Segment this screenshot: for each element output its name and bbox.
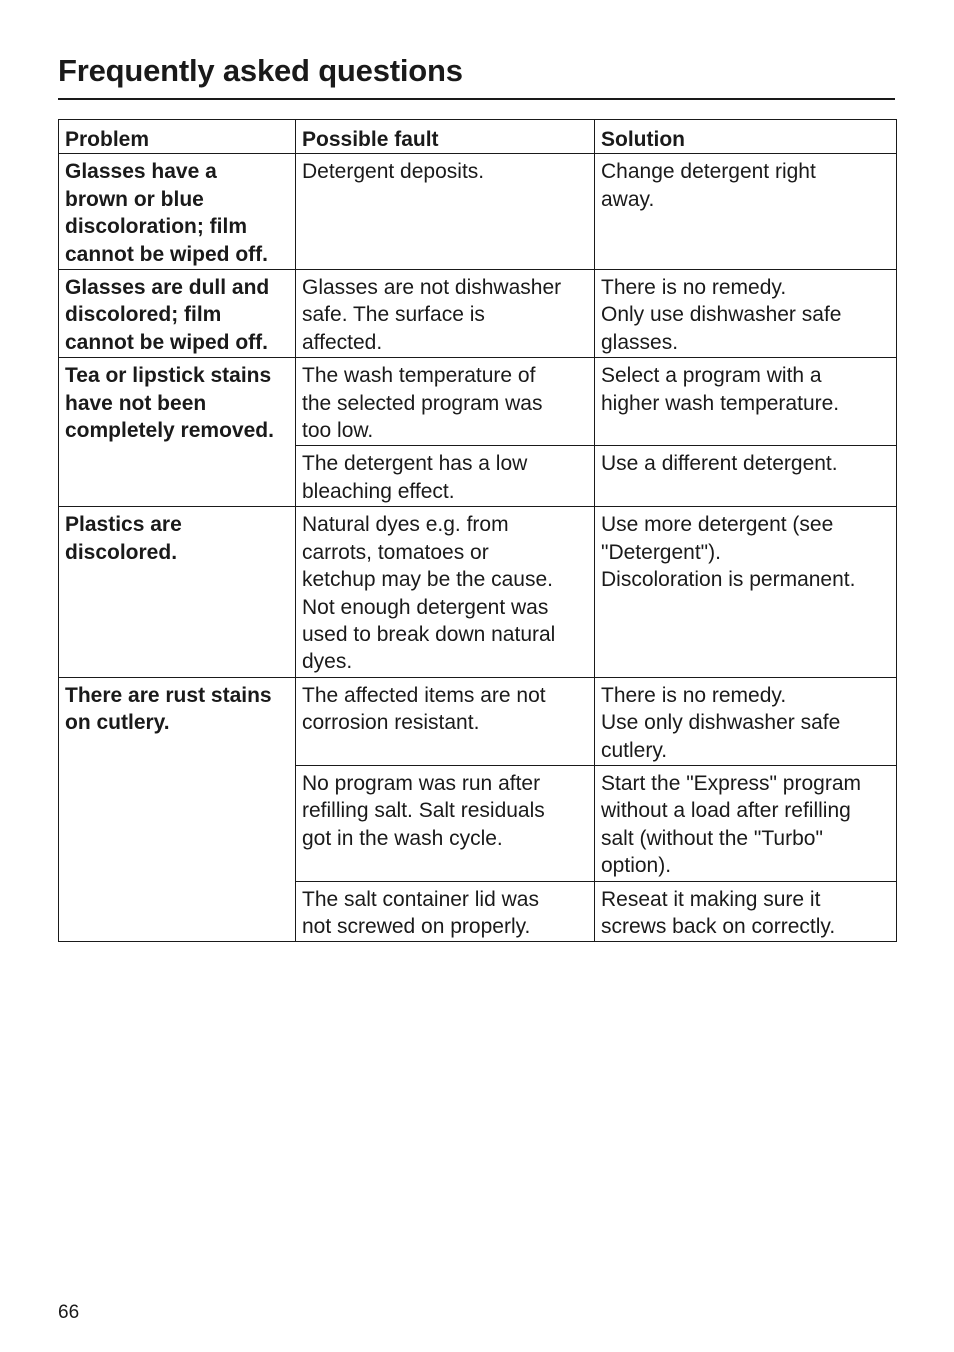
fault-text-line: carrots, tomatoes or <box>302 540 489 564</box>
fault-text-line: The salt container lid was <box>302 887 539 911</box>
solution-text-line: Use more detergent (see <box>601 513 834 537</box>
problem-text-line: brown or blue <box>65 187 204 211</box>
table-row <box>59 507 897 677</box>
problem-text-line: cannot be wiped off. <box>65 242 268 266</box>
title-divider <box>58 98 895 100</box>
problem-text-line: on cutlery. <box>65 711 170 735</box>
solution-text-line: There is no remedy. <box>601 683 787 707</box>
problem-cell <box>59 677 296 942</box>
fault-text-line: used to break down natural <box>302 622 556 646</box>
solution-text-line: without a load after refilling <box>601 799 851 823</box>
fault-text-line: bleaching effect. <box>302 479 455 503</box>
problem-cell <box>59 270 296 358</box>
faq-table <box>58 119 897 942</box>
problem-text-line: discolored; film <box>65 303 222 327</box>
solution-text-line: Use a different detergent. <box>601 452 838 476</box>
solution-cell <box>595 507 897 677</box>
solution-cell <box>595 154 897 270</box>
fault-cell <box>296 881 595 942</box>
fault-text-line: ketchup may be the cause. <box>302 568 553 592</box>
fault-text-line: The affected items are not <box>302 683 546 707</box>
fault-text-line: the selected program was <box>302 391 543 415</box>
table-row <box>59 358 897 446</box>
fault-text-line: too low. <box>302 419 374 443</box>
solution-text-line: option). <box>601 854 672 878</box>
problem-cell <box>59 358 296 507</box>
fault-cell <box>296 446 595 507</box>
fault-text-line: affected. <box>302 330 383 354</box>
problem-text-line: have not been <box>65 391 207 415</box>
fault-text-line: The wash temperature of <box>302 364 536 388</box>
solution-cell <box>595 677 897 765</box>
solution-cell <box>595 358 897 446</box>
problem-cell <box>59 507 296 677</box>
solution-cell <box>595 765 897 881</box>
fault-text-line: Not enough detergent was <box>302 595 549 619</box>
solution-text-line: Discoloration is permanent. <box>601 568 856 592</box>
page-number: 66 <box>58 1302 80 1323</box>
faq-table-header <box>59 120 897 154</box>
fault-text-line: No program was run after <box>302 771 541 795</box>
fault-cell <box>296 677 595 765</box>
solution-text-line: glasses. <box>601 330 679 354</box>
solution-text-line: Change detergent right <box>601 160 816 184</box>
problem-cell <box>59 154 296 270</box>
solution-cell <box>595 446 897 507</box>
solution-cell <box>595 881 897 942</box>
fault-text-line: refilling salt. Salt residuals <box>302 799 545 823</box>
solution-text-line: higher wash temperature. <box>601 391 840 415</box>
fault-text-line: corrosion resistant. <box>302 711 480 735</box>
fault-text-line: The detergent has a low <box>302 452 528 476</box>
solution-text-line: Only use dishwasher safe <box>601 303 842 327</box>
problem-text-line: Glasses have a <box>65 160 217 184</box>
fault-text-line: Detergent deposits. <box>302 160 485 184</box>
solution-text-line: screws back on correctly. <box>601 914 836 938</box>
fault-text-line: Glasses are not dishwasher <box>302 276 562 300</box>
solution-text-line: Reseat it making sure it <box>601 887 821 911</box>
problem-text-line: discolored. <box>65 540 178 564</box>
solution-cell <box>595 270 897 358</box>
problem-text-line: Plastics are <box>65 513 182 537</box>
solution-text-line: Select a program with a <box>601 364 822 388</box>
solution-text-line: "Detergent"). <box>601 540 721 564</box>
solution-text-line: away. <box>601 187 655 211</box>
header-possible-fault: Possible fault <box>296 120 595 154</box>
header-problem: Problem <box>59 120 296 154</box>
fault-cell <box>296 507 595 677</box>
fault-cell <box>296 154 595 270</box>
solution-text-line: salt (without the "Turbo" <box>601 826 823 850</box>
problem-text-line: cannot be wiped off. <box>65 330 268 354</box>
fault-text-line: not screwed on properly. <box>302 914 531 938</box>
table-row <box>59 677 897 765</box>
header-solution: Solution <box>595 120 897 154</box>
solution-text-line: Use only dishwasher safe <box>601 711 841 735</box>
problem-text-line: Glasses are dull and <box>65 276 270 300</box>
fault-text-line: Natural dyes e.g. from <box>302 513 509 537</box>
faq-table-body <box>59 154 897 942</box>
table-row <box>59 270 897 358</box>
fault-cell <box>296 358 595 446</box>
solution-text-line: Start the "Express" program <box>601 771 862 795</box>
page-title: Frequently asked questions <box>58 53 463 88</box>
problem-text-line: completely removed. <box>65 419 274 443</box>
table-row <box>59 154 897 270</box>
fault-cell <box>296 270 595 358</box>
fault-text-line: dyes. <box>302 650 353 674</box>
solution-text-line: There is no remedy. <box>601 276 787 300</box>
problem-text-line: Tea or lipstick stains <box>65 364 272 388</box>
solution-text-line: cutlery. <box>601 738 668 762</box>
problem-text-line: There are rust stains <box>65 683 272 707</box>
problem-text-line: discoloration; film <box>65 215 248 239</box>
fault-cell <box>296 765 595 881</box>
fault-text-line: got in the wash cycle. <box>302 826 503 850</box>
header-row <box>59 120 897 154</box>
fault-text-line: safe. The surface is <box>302 303 485 327</box>
